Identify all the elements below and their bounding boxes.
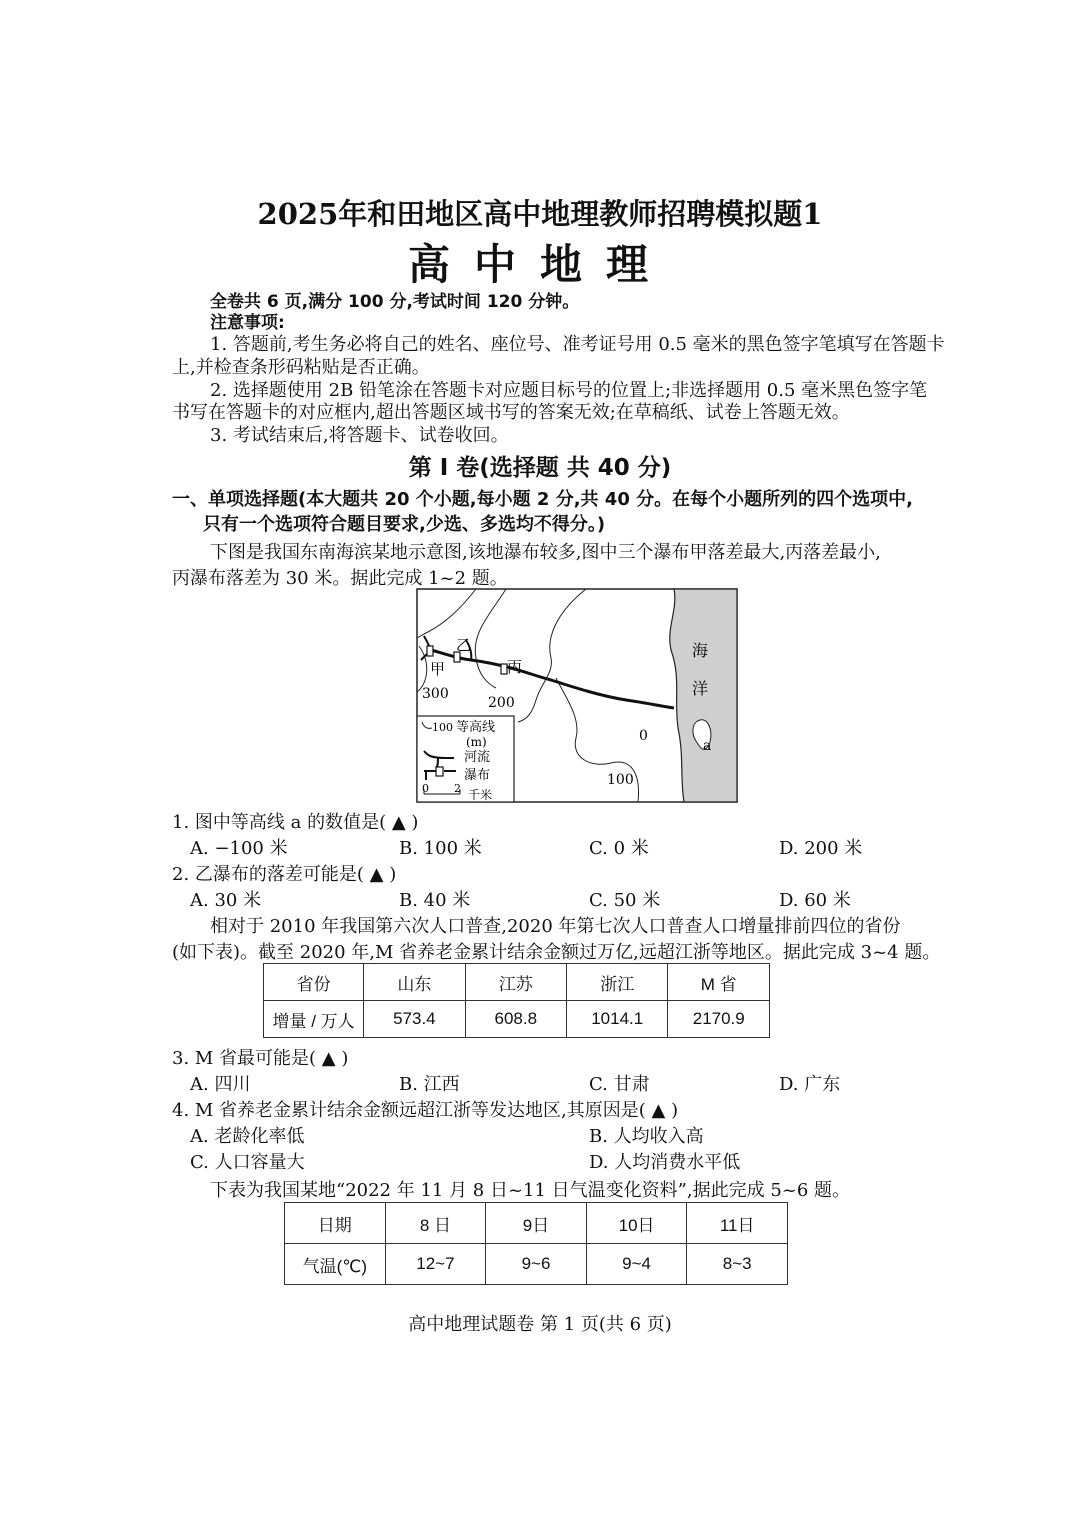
q1-option-b: B. 100 米	[399, 838, 482, 859]
q3-option-c: C. 甘肃	[589, 1074, 650, 1095]
q2-option-d: D. 60 米	[779, 890, 851, 911]
q4-option-a: A. 老龄化率低	[190, 1126, 305, 1147]
part1-instruction-line-1: 一、单项选择题(本大题共 20 个小题,每小题 2 分,共 40 分。在每个小题所列的四个选项中,	[172, 489, 913, 510]
note-2-line-2: 书写在答题卡的对应框内,超出答题区域书写的答案无效;在草稿纸、试卷上答题无效。	[172, 402, 850, 423]
temperature-header-cell: 8 日	[385, 1203, 486, 1244]
temperature-header-cell: 11日	[687, 1203, 788, 1244]
section-title: 第 I 卷(选择题 共 40 分)	[408, 455, 672, 481]
exam-title: 2025年和田地区高中地理教师招聘模拟题1	[257, 197, 823, 231]
q2-option-b: B. 40 米	[399, 890, 471, 911]
q2-option-a: A. 30 米	[190, 890, 262, 911]
temperature-data-cell: 气温(℃)	[285, 1244, 386, 1285]
q3-option-b: B. 江西	[399, 1074, 460, 1095]
temperature-header-cell: 日期	[285, 1203, 386, 1244]
map-legend	[417, 716, 514, 802]
label-yang: 洋	[692, 679, 709, 698]
legend-contour-unit: (m)	[466, 735, 487, 749]
label-bing: 丙	[507, 658, 523, 676]
note-1-line-1: 1. 答题前,考生务必将自己的姓名、座位号、准考证号用 0.5 毫米的黑色签字笔填写在答题卡	[210, 334, 945, 355]
q4-option-d: D. 人均消费水平低	[589, 1152, 741, 1173]
q3-stem: 3. M 省最可能是( ▲ )	[172, 1048, 349, 1069]
q1-option-c: C. 0 米	[589, 838, 649, 859]
population-data-cell: 608.8	[465, 1001, 566, 1038]
passage-2-line-1: 相对于 2010 年我国第六次人口普查,2020 年第七次人口普查人口增量排前四位的省份	[210, 916, 901, 937]
q4-option-b: B. 人均收入高	[589, 1126, 704, 1147]
waterfall-jia	[427, 646, 433, 656]
passage-1-line-2: 丙瀑布落差为 30 米。据此完成 1~2 题。	[172, 568, 508, 589]
part1-instruction-line-2: 只有一个选项符合题目要求,少选、多选均不得分。)	[203, 514, 606, 535]
note-1-line-2: 上,并检查条形码粘贴是否正确。	[172, 357, 430, 378]
legend-contour-value: 100	[432, 721, 453, 734]
legend-waterfall-label: 瀑布	[464, 768, 491, 783]
temperature-data-cell: 12~7	[385, 1244, 486, 1285]
temperature-table-data-row	[285, 1244, 788, 1285]
population-data-cell: 573.4	[364, 1001, 465, 1038]
population-header-cell: 省份	[264, 964, 364, 1001]
legend-waterfall-symbol	[436, 767, 443, 776]
legend-contour-label: 等高线	[456, 720, 496, 735]
coastal-map	[416, 588, 738, 803]
population-header-cell: 山东	[364, 964, 465, 1001]
temperature-data-cell: 8~3	[687, 1244, 788, 1285]
population-data-cell: 增量 / 万人	[264, 1001, 364, 1038]
population-data-cell: 1014.1	[566, 1001, 668, 1038]
label-yi: 乙	[456, 636, 472, 654]
q3-option-a: A. 四川	[190, 1074, 251, 1095]
scale-unit: 千米	[468, 788, 493, 802]
population-data-cell: 2170.9	[668, 1001, 770, 1038]
q4-option-c: C. 人口容量大	[190, 1152, 305, 1173]
label-a: a	[703, 738, 712, 754]
temperature-data-cell: 9~4	[586, 1244, 687, 1285]
q4-stem: 4. M 省养老金累计结余金额远超江浙等发达地区,其原因是( ▲ )	[172, 1100, 679, 1121]
q1-option-a: A. −100 米	[190, 838, 288, 859]
notes-heading: 注意事项:	[210, 313, 285, 333]
q3-option-d: D. 广东	[779, 1074, 841, 1095]
scale-2: 2	[454, 782, 461, 795]
temperature-table	[284, 1202, 788, 1285]
contour-label-200: 200	[488, 695, 515, 711]
q1-option-d: D. 200 米	[779, 838, 863, 859]
temperature-header-cell: 9日	[486, 1203, 587, 1244]
population-table-header-row	[264, 964, 770, 1001]
scale-0: 0	[422, 782, 429, 795]
exam-info: 全卷共 6 页,满分 100 分,考试时间 120 分钟。	[210, 292, 580, 312]
q2-stem: 2. 乙瀑布的落差可能是( ▲ )	[172, 864, 397, 885]
contour-label-0: 0	[639, 728, 648, 744]
page-footer: 高中地理试题卷 第 1 页(共 6 页)	[408, 1314, 672, 1335]
passage-2-line-2: (如下表)。截至 2020 年,M 省养老金累计结余金额过万亿,远超江浙等地区。据此完成 3~4 题。	[172, 942, 941, 963]
passage-3-line-1: 下表为我国某地“2022 年 11 月 8 日~11 日气温变化资料”,据此完成 5~6 题。	[210, 1180, 851, 1201]
label-hai: 海	[692, 641, 709, 660]
legend-river-label: 河流	[464, 750, 491, 765]
population-table-data-row	[264, 1001, 770, 1038]
label-jia: 甲	[430, 660, 446, 678]
contour-label-300: 300	[422, 686, 449, 702]
population-table	[263, 963, 770, 1038]
temperature-header-cell: 10日	[586, 1203, 687, 1244]
contour-label-100: 100	[607, 772, 634, 788]
temperature-table-header-row	[285, 1203, 788, 1244]
note-3: 3. 考试结束后,将答题卡、试卷收回。	[210, 425, 509, 446]
note-2-line-1: 2. 选择题使用 2B 铅笔涂在答题卡对应题目标号的位置上;非选择题用 0.5 毫米黑色签字笔	[210, 380, 928, 401]
population-header-cell: 江苏	[465, 964, 566, 1001]
population-header-cell: 浙江	[566, 964, 668, 1001]
q2-option-c: C. 50 米	[589, 890, 661, 911]
q1-stem: 1. 图中等高线 a 的数值是( ▲ )	[172, 812, 419, 833]
subject-title: 高中地理	[407, 240, 672, 289]
population-header-cell: M 省	[668, 964, 770, 1001]
passage-1-line-1: 下图是我国东南海滨某地示意图,该地瀑布较多,图中三个瀑布甲落差最大,丙落差最小,	[210, 542, 881, 563]
temperature-data-cell: 9~6	[486, 1244, 587, 1285]
